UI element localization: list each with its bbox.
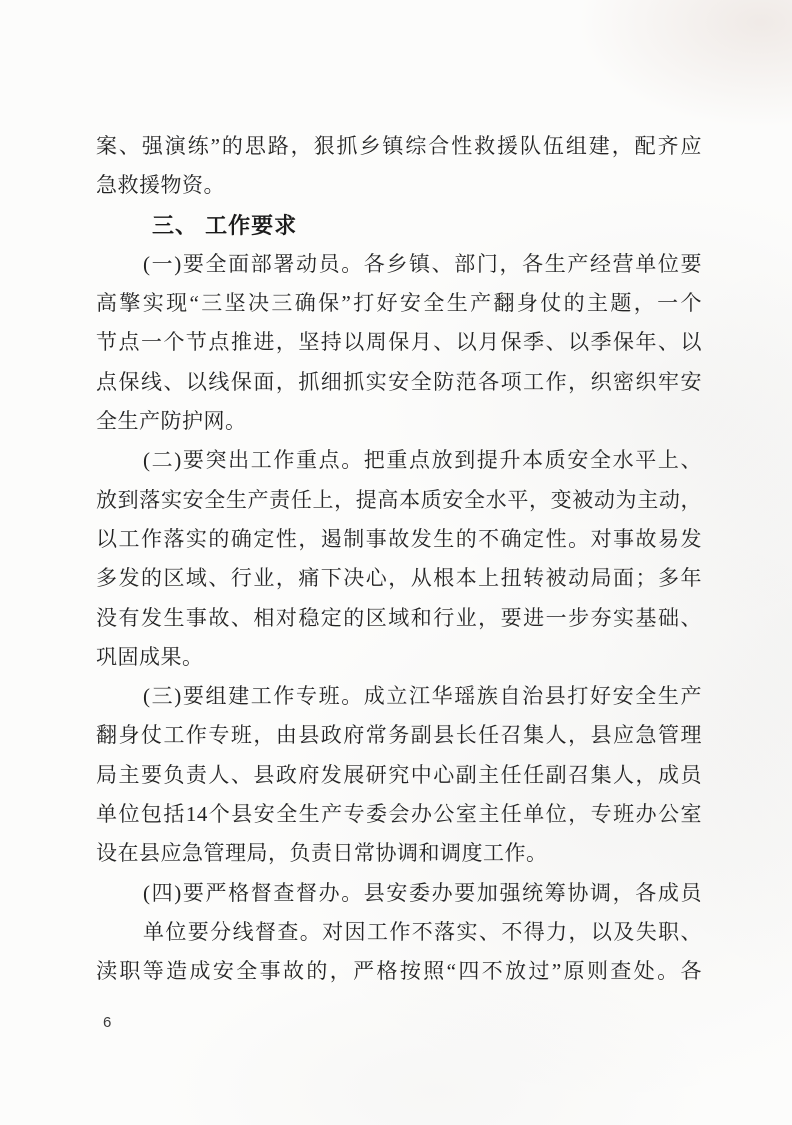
section-heading: 三、 工作要求 [152,212,298,238]
text-line-21: 单位要分线督查。对因工作不落实、不得力，以及失职、 [143,919,702,944]
text-line-4: (一)要全面部署动员。各乡镇、部门，各生产经营单位要 [143,251,702,276]
text-line-8: 全生产防护网。 [96,409,247,434]
text-line-6: 节点一个节点推进，坚持以周保月、以月保季、以季保年、以 [96,330,702,355]
text-line-20: (四)要严格督查督办。县安委办要加强统筹协调，各成员 [143,880,702,905]
text-line-2: 急救援物资。 [96,173,225,198]
text-line-22: 渎职等造成安全事故的，严格按照“四不放过”原则查处。各 [96,959,702,984]
page-number: 6 [103,1014,112,1031]
text-line-19: 设在县应急管理局，负责日常协调和调度工作。 [96,841,548,866]
text-line-11: 以工作落实的确定性，遏制事故发生的不确定性。对事故易发 [96,526,702,551]
text-line-10: 放到落实安全生产责任上，提高本质安全水平，变被动为主动， [96,487,702,512]
text-line-12: 多发的区域、行业，痛下决心，从根本上扭转被动局面；多年 [96,566,702,591]
text-line-17: 局主要负责人、县政府发展研究中心副主任任副召集人，成员 [96,762,702,787]
text-line-7: 点保线、以线保面，抓细抓实安全防范各项工作，织密织牢安 [96,369,702,394]
text-line-5: 高擎实现“三坚决三确保”打好安全生产翻身仗的主题，一个 [96,291,702,316]
text-line-18: 单位包括14个县安全生产专委会办公室主任单位，专班办公室 [96,802,702,827]
text-line-14: 巩固成果。 [96,644,204,669]
text-line-15: (三)要组建工作专班。成立江华瑶族自治县打好安全生产 [143,684,702,709]
text-line-13: 没有发生事故、相对稳定的区域和行业，要进一步夯实基础、 [96,605,702,630]
text-line-9: (二)要突出工作重点。把重点放到提升本质安全水平上、 [143,448,702,473]
text-line-1: 案、强演练”的思路，狠抓乡镇综合性救援队伍组建，配齐应 [96,134,702,158]
document-body [96,127,702,992]
text-line-16: 翻身仗工作专班，由县政府常务副县长任召集人，县应急管理 [96,723,702,748]
